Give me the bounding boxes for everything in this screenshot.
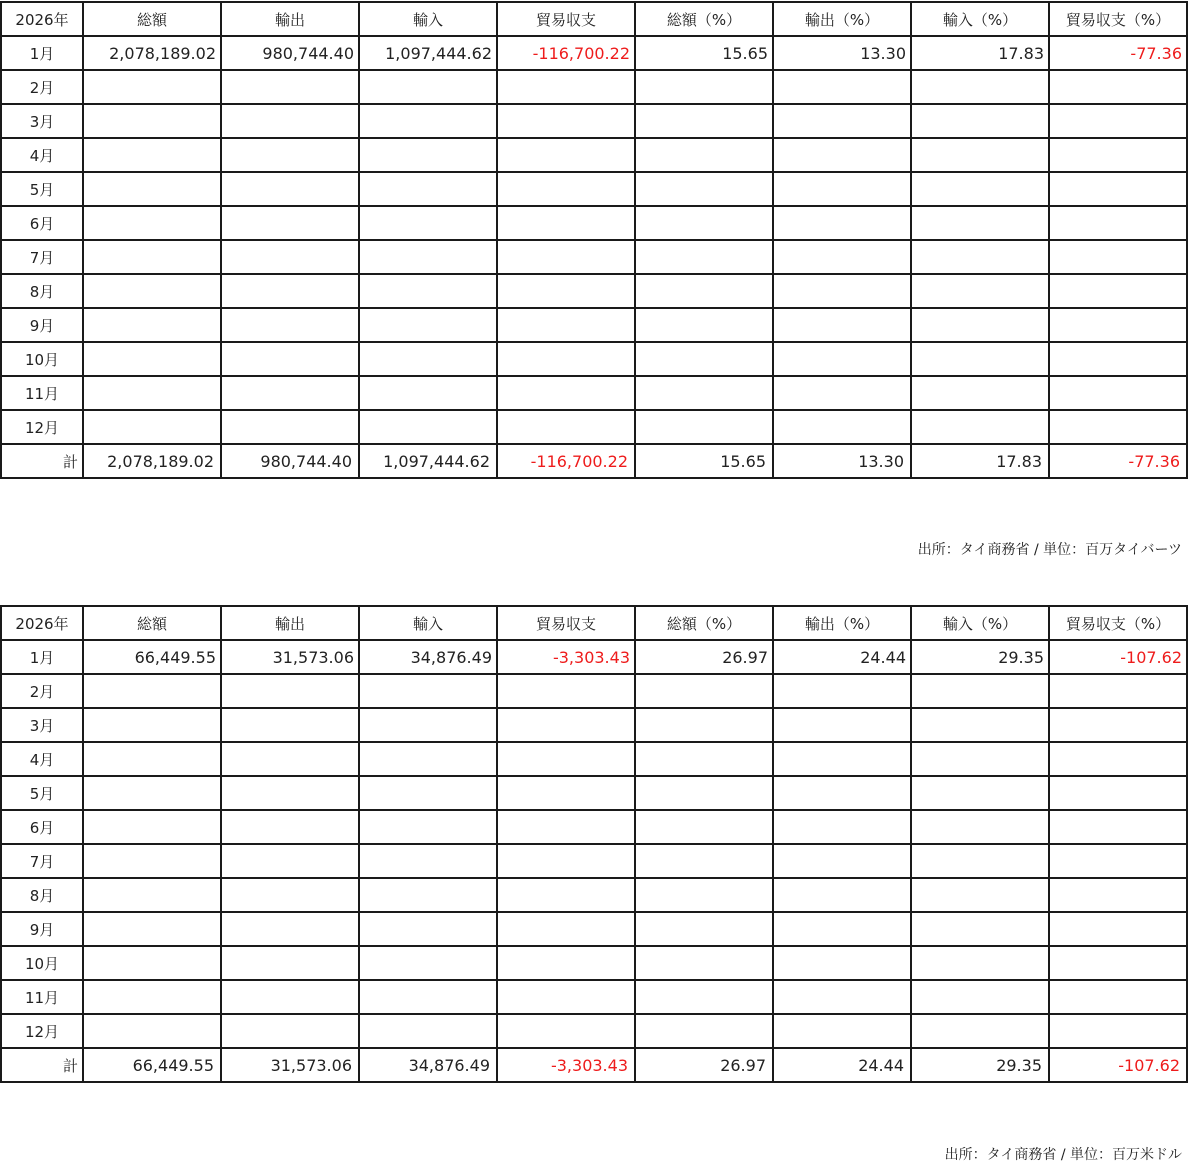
total-row xyxy=(1,1048,1187,1082)
value-cell xyxy=(359,878,497,912)
header-total-amount-pct: 総額（%） xyxy=(635,606,773,640)
month-label: 8月 xyxy=(1,274,83,308)
value-cell xyxy=(221,138,359,172)
value-cell xyxy=(221,776,359,810)
value-cell xyxy=(635,410,773,444)
value-cell xyxy=(497,980,635,1014)
value-cell xyxy=(359,1014,497,1048)
value-cell xyxy=(635,742,773,776)
value-cell xyxy=(911,70,1049,104)
value-cell xyxy=(911,172,1049,206)
trade-table-thb xyxy=(0,1,1188,479)
value-cell xyxy=(221,878,359,912)
value-cell xyxy=(911,708,1049,742)
total-label: 計 xyxy=(1,1048,83,1082)
value-cell xyxy=(83,878,221,912)
month-label: 2月 xyxy=(1,674,83,708)
value-cell xyxy=(221,946,359,980)
value-cell xyxy=(83,742,221,776)
table-row xyxy=(1,376,1187,410)
table-row xyxy=(1,844,1187,878)
value-cell xyxy=(911,946,1049,980)
month-label: 6月 xyxy=(1,810,83,844)
table-header xyxy=(1,2,1187,36)
value-cell xyxy=(635,844,773,878)
source-note: 出所：タイ商務省 / 単位：百万米ドル xyxy=(944,1147,1182,1163)
value-cell xyxy=(1049,844,1187,878)
value-cell xyxy=(83,844,221,878)
value-cell xyxy=(773,708,911,742)
value-cell: 26.97 xyxy=(635,1048,773,1082)
table-row xyxy=(1,878,1187,912)
value-cell xyxy=(359,376,497,410)
month-label: 11月 xyxy=(1,376,83,410)
value-cell: 66,449.55 xyxy=(83,640,221,674)
value-cell xyxy=(221,742,359,776)
header-total-amount-pct: 総額（%） xyxy=(635,2,773,36)
value-cell: 15.65 xyxy=(635,444,773,478)
table-row xyxy=(1,640,1187,674)
value-cell xyxy=(911,240,1049,274)
value-cell: -107.62 xyxy=(1049,1048,1187,1082)
header-year: 2026年 xyxy=(1,2,83,36)
value-cell xyxy=(911,308,1049,342)
value-cell xyxy=(635,342,773,376)
table-row xyxy=(1,776,1187,810)
value-cell xyxy=(359,912,497,946)
value-cell xyxy=(773,70,911,104)
table-row xyxy=(1,1014,1187,1048)
value-cell xyxy=(773,274,911,308)
value-cell xyxy=(497,810,635,844)
value-cell xyxy=(773,172,911,206)
value-cell: -116,700.22 xyxy=(497,444,635,478)
value-cell xyxy=(635,206,773,240)
value-cell xyxy=(359,980,497,1014)
table-row xyxy=(1,912,1187,946)
value-cell: 13.30 xyxy=(773,36,911,70)
value-cell xyxy=(773,776,911,810)
source-note: 出所：タイ商務省 / 単位：百万タイバーツ xyxy=(917,542,1182,558)
value-cell xyxy=(911,410,1049,444)
value-cell xyxy=(83,912,221,946)
value-cell xyxy=(221,912,359,946)
value-cell xyxy=(911,878,1049,912)
value-cell xyxy=(773,376,911,410)
header-imports-pct: 輸入（%） xyxy=(911,606,1049,640)
header-trade-balance-pct: 貿易収支（%） xyxy=(1049,606,1187,640)
value-cell xyxy=(497,1014,635,1048)
value-cell xyxy=(83,240,221,274)
value-cell: 29.35 xyxy=(911,1048,1049,1082)
value-cell xyxy=(911,912,1049,946)
value-cell xyxy=(1049,878,1187,912)
value-cell xyxy=(911,742,1049,776)
value-cell xyxy=(1049,776,1187,810)
value-cell xyxy=(911,274,1049,308)
header-trade-balance: 貿易収支 xyxy=(497,606,635,640)
value-cell xyxy=(635,1014,773,1048)
value-cell xyxy=(911,206,1049,240)
value-cell xyxy=(221,172,359,206)
month-label: 3月 xyxy=(1,104,83,138)
value-cell: 66,449.55 xyxy=(83,1048,221,1082)
value-cell xyxy=(359,206,497,240)
value-cell xyxy=(773,878,911,912)
value-cell xyxy=(497,742,635,776)
value-cell xyxy=(635,172,773,206)
table-row xyxy=(1,342,1187,376)
value-cell xyxy=(635,240,773,274)
value-cell xyxy=(1049,206,1187,240)
value-cell: -77.36 xyxy=(1049,36,1187,70)
value-cell xyxy=(1049,410,1187,444)
value-cell: 24.44 xyxy=(773,1048,911,1082)
header-imports: 輸入 xyxy=(359,2,497,36)
value-cell xyxy=(83,674,221,708)
value-cell xyxy=(221,708,359,742)
value-cell xyxy=(1049,742,1187,776)
value-cell xyxy=(221,274,359,308)
month-label: 10月 xyxy=(1,342,83,376)
value-cell xyxy=(221,206,359,240)
trade-table-usd xyxy=(0,605,1188,1083)
value-cell xyxy=(221,410,359,444)
value-cell: 15.65 xyxy=(635,36,773,70)
value-cell: 2,078,189.02 xyxy=(83,444,221,478)
value-cell xyxy=(911,104,1049,138)
value-cell xyxy=(635,274,773,308)
value-cell xyxy=(497,878,635,912)
value-cell: -3,303.43 xyxy=(497,1048,635,1082)
value-cell xyxy=(773,342,911,376)
month-label: 3月 xyxy=(1,708,83,742)
value-cell xyxy=(359,104,497,138)
value-cell: -116,700.22 xyxy=(497,36,635,70)
value-cell xyxy=(221,844,359,878)
value-cell xyxy=(635,878,773,912)
value-cell xyxy=(497,70,635,104)
value-cell xyxy=(1049,912,1187,946)
total-row xyxy=(1,444,1187,478)
month-label: 5月 xyxy=(1,172,83,206)
value-cell xyxy=(911,376,1049,410)
value-cell xyxy=(83,70,221,104)
month-label: 2月 xyxy=(1,70,83,104)
month-label: 12月 xyxy=(1,1014,83,1048)
value-cell xyxy=(1049,810,1187,844)
value-cell xyxy=(83,172,221,206)
value-cell xyxy=(911,844,1049,878)
month-label: 7月 xyxy=(1,844,83,878)
table-row xyxy=(1,410,1187,444)
value-cell xyxy=(635,912,773,946)
month-label: 7月 xyxy=(1,240,83,274)
value-cell xyxy=(83,308,221,342)
value-cell xyxy=(221,308,359,342)
value-cell xyxy=(359,844,497,878)
value-cell xyxy=(359,776,497,810)
header-exports-pct: 輸出（%） xyxy=(773,2,911,36)
value-cell xyxy=(1049,138,1187,172)
value-cell xyxy=(221,342,359,376)
value-cell xyxy=(359,674,497,708)
value-cell xyxy=(359,342,497,376)
value-cell xyxy=(773,1014,911,1048)
value-cell: 34,876.49 xyxy=(359,640,497,674)
value-cell: -77.36 xyxy=(1049,444,1187,478)
month-label: 5月 xyxy=(1,776,83,810)
value-cell xyxy=(773,104,911,138)
value-cell: 31,573.06 xyxy=(221,640,359,674)
table-row xyxy=(1,308,1187,342)
value-cell: -107.62 xyxy=(1049,640,1187,674)
value-cell xyxy=(1049,104,1187,138)
value-cell xyxy=(911,342,1049,376)
value-cell xyxy=(635,946,773,980)
value-cell xyxy=(773,410,911,444)
month-label: 9月 xyxy=(1,308,83,342)
value-cell xyxy=(497,912,635,946)
table-row xyxy=(1,70,1187,104)
value-cell xyxy=(83,1014,221,1048)
value-cell: 31,573.06 xyxy=(221,1048,359,1082)
value-cell xyxy=(773,206,911,240)
month-label: 4月 xyxy=(1,742,83,776)
table-row xyxy=(1,104,1187,138)
value-cell xyxy=(497,776,635,810)
value-cell xyxy=(911,138,1049,172)
value-cell xyxy=(497,376,635,410)
value-cell xyxy=(83,342,221,376)
month-label: 11月 xyxy=(1,980,83,1014)
value-cell: 29.35 xyxy=(911,640,1049,674)
value-cell xyxy=(221,104,359,138)
value-cell xyxy=(773,742,911,776)
value-cell xyxy=(221,1014,359,1048)
value-cell: 34,876.49 xyxy=(359,1048,497,1082)
table-row xyxy=(1,240,1187,274)
value-cell xyxy=(497,708,635,742)
value-cell: 980,744.40 xyxy=(221,444,359,478)
value-cell xyxy=(359,410,497,444)
value-cell xyxy=(497,274,635,308)
value-cell xyxy=(773,308,911,342)
value-cell xyxy=(1049,376,1187,410)
month-label: 12月 xyxy=(1,410,83,444)
value-cell xyxy=(635,138,773,172)
value-cell: 980,744.40 xyxy=(221,36,359,70)
value-cell xyxy=(1049,172,1187,206)
table-row xyxy=(1,206,1187,240)
table-row xyxy=(1,674,1187,708)
value-cell xyxy=(1049,240,1187,274)
value-cell xyxy=(359,308,497,342)
value-cell xyxy=(1049,946,1187,980)
month-label: 6月 xyxy=(1,206,83,240)
table-row xyxy=(1,172,1187,206)
value-cell xyxy=(773,844,911,878)
value-cell xyxy=(83,376,221,410)
month-label: 8月 xyxy=(1,878,83,912)
value-cell: 13.30 xyxy=(773,444,911,478)
header-exports-pct: 輸出（%） xyxy=(773,606,911,640)
value-cell xyxy=(497,342,635,376)
value-cell xyxy=(911,776,1049,810)
table-row xyxy=(1,274,1187,308)
value-cell xyxy=(359,240,497,274)
value-cell xyxy=(1049,70,1187,104)
month-label: 1月 xyxy=(1,36,83,70)
table-row xyxy=(1,810,1187,844)
value-cell xyxy=(773,674,911,708)
value-cell xyxy=(635,776,773,810)
value-cell xyxy=(1049,274,1187,308)
value-cell: 26.97 xyxy=(635,640,773,674)
value-cell xyxy=(635,104,773,138)
header-year: 2026年 xyxy=(1,606,83,640)
value-cell xyxy=(221,980,359,1014)
header-row xyxy=(1,2,1187,36)
table-row xyxy=(1,742,1187,776)
value-cell xyxy=(359,708,497,742)
value-cell: 17.83 xyxy=(911,36,1049,70)
table-body xyxy=(1,36,1187,478)
total-label: 計 xyxy=(1,444,83,478)
value-cell xyxy=(221,810,359,844)
value-cell xyxy=(359,946,497,980)
value-cell xyxy=(83,206,221,240)
header-imports-pct: 輸入（%） xyxy=(911,2,1049,36)
value-cell: 17.83 xyxy=(911,444,1049,478)
value-cell xyxy=(221,376,359,410)
value-cell xyxy=(497,172,635,206)
value-cell xyxy=(83,138,221,172)
value-cell xyxy=(359,742,497,776)
value-cell xyxy=(497,206,635,240)
value-cell: 2,078,189.02 xyxy=(83,36,221,70)
header-trade-balance: 貿易収支 xyxy=(497,2,635,36)
value-cell: 1,097,444.62 xyxy=(359,36,497,70)
month-label: 1月 xyxy=(1,640,83,674)
value-cell xyxy=(359,70,497,104)
value-cell xyxy=(497,946,635,980)
month-label: 10月 xyxy=(1,946,83,980)
value-cell xyxy=(221,70,359,104)
table-body xyxy=(1,640,1187,1082)
value-cell xyxy=(497,674,635,708)
value-cell xyxy=(1049,980,1187,1014)
value-cell xyxy=(359,172,497,206)
value-cell xyxy=(221,240,359,274)
value-cell xyxy=(635,376,773,410)
value-cell xyxy=(497,308,635,342)
value-cell xyxy=(83,274,221,308)
value-cell xyxy=(497,844,635,878)
header-total-amount: 総額 xyxy=(83,2,221,36)
value-cell: 1,097,444.62 xyxy=(359,444,497,478)
value-cell xyxy=(635,308,773,342)
value-cell xyxy=(635,708,773,742)
value-cell xyxy=(1049,342,1187,376)
value-cell xyxy=(83,410,221,444)
header-exports: 輸出 xyxy=(221,2,359,36)
value-cell xyxy=(497,240,635,274)
value-cell xyxy=(83,810,221,844)
value-cell xyxy=(635,810,773,844)
month-label: 4月 xyxy=(1,138,83,172)
header-exports: 輸出 xyxy=(221,606,359,640)
value-cell xyxy=(83,980,221,1014)
value-cell xyxy=(1049,1014,1187,1048)
value-cell xyxy=(635,70,773,104)
value-cell xyxy=(911,810,1049,844)
value-cell xyxy=(1049,308,1187,342)
table-row xyxy=(1,708,1187,742)
table-row xyxy=(1,138,1187,172)
value-cell xyxy=(359,274,497,308)
header-row xyxy=(1,606,1187,640)
value-cell xyxy=(83,708,221,742)
value-cell xyxy=(359,138,497,172)
value-cell xyxy=(1049,708,1187,742)
value-cell xyxy=(773,138,911,172)
value-cell xyxy=(1049,674,1187,708)
value-cell xyxy=(773,810,911,844)
table-row xyxy=(1,946,1187,980)
value-cell xyxy=(497,410,635,444)
value-cell xyxy=(83,104,221,138)
value-cell xyxy=(497,138,635,172)
value-cell xyxy=(83,776,221,810)
value-cell xyxy=(359,810,497,844)
value-cell xyxy=(635,980,773,1014)
value-cell xyxy=(911,674,1049,708)
value-cell xyxy=(221,674,359,708)
value-cell xyxy=(773,240,911,274)
table-header xyxy=(1,606,1187,640)
value-cell: -3,303.43 xyxy=(497,640,635,674)
value-cell xyxy=(911,980,1049,1014)
value-cell xyxy=(773,980,911,1014)
header-imports: 輸入 xyxy=(359,606,497,640)
month-label: 9月 xyxy=(1,912,83,946)
value-cell xyxy=(83,946,221,980)
header-trade-balance-pct: 貿易収支（%） xyxy=(1049,2,1187,36)
value-cell xyxy=(635,674,773,708)
value-cell xyxy=(773,912,911,946)
value-cell xyxy=(497,104,635,138)
value-cell xyxy=(911,1014,1049,1048)
value-cell: 24.44 xyxy=(773,640,911,674)
value-cell xyxy=(773,946,911,980)
table-row xyxy=(1,980,1187,1014)
table-row xyxy=(1,36,1187,70)
header-total-amount: 総額 xyxy=(83,606,221,640)
